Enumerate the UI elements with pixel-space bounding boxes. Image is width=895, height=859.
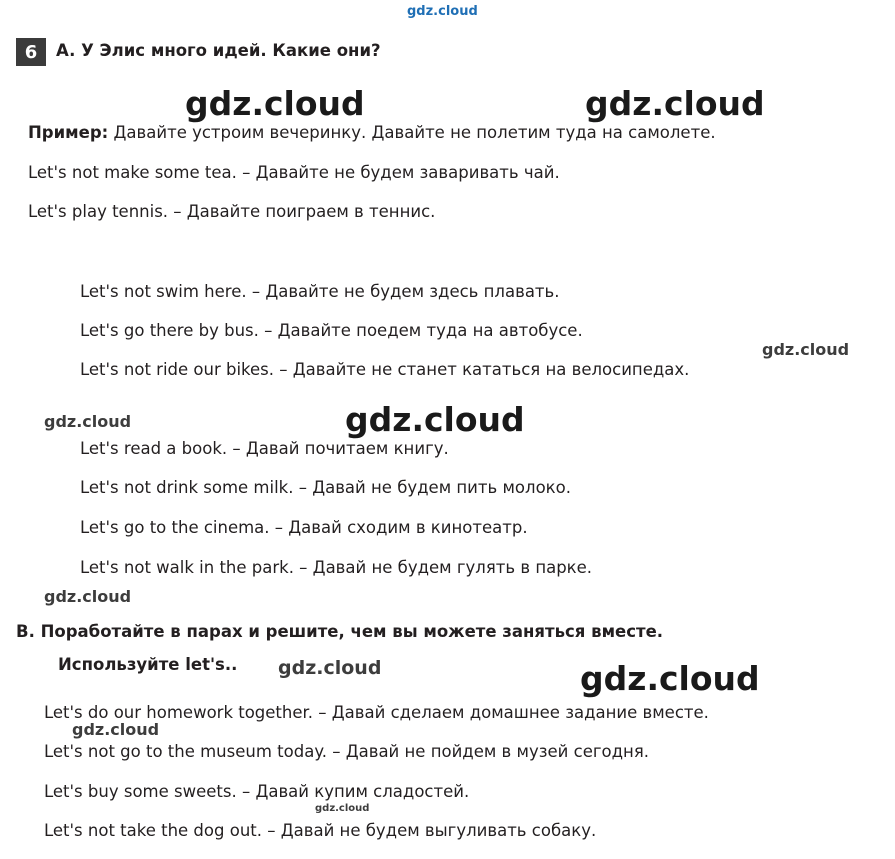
watermark-text: gdz.cloud (762, 340, 850, 359)
part-b-instruction-line-1: B. Поработайте в парах и решите, чем вы можете заняться вместе. (16, 622, 664, 641)
watermark-text: gdz.cloud (278, 657, 382, 679)
watermark-text: gdz.cloud (407, 4, 478, 19)
answer-line: Let's do our homework together. – Давай сделаем домашнее задание вместе. (44, 703, 709, 722)
page-title: A. У Элис много идей. Какие они? (56, 41, 381, 60)
example-text: Давайте устроим вечеринку. Давайте не полетим туда на самолете. (113, 123, 716, 142)
answer-line: Let's read a book. – Давай почитаем книгу. (80, 439, 449, 458)
answer-line: Let's not drink some milk. – Давай не будем пить молоко. (80, 478, 571, 497)
part-b-instruction-line-2: Используйте let's.. (58, 655, 238, 674)
answer-line: Let's not take the dog out. – Давай не будем выгуливать собаку. (44, 821, 597, 840)
watermark-text: gdz.cloud (72, 720, 160, 739)
watermark-text: gdz.cloud (44, 587, 132, 606)
exercise-number-badge: 6 (16, 38, 46, 66)
watermark-text: gdz.cloud (585, 84, 765, 123)
example-line (28, 122, 716, 144)
answer-line: Let's go to the cinema. – Давай сходим в кинотеатр. (80, 518, 528, 537)
answer-line: Let's not swim here. – Давайте не будем здесь плавать. (80, 282, 560, 301)
watermark-text: gdz.cloud (345, 400, 525, 439)
watermark-text: gdz.cloud (185, 84, 365, 123)
answer-line: Let's not go to the museum today. – Давай не пойдем в музей сегодня. (44, 742, 649, 761)
answer-line: Let's not ride our bikes. – Давайте не станет кататься на велосипедах. (80, 360, 690, 379)
watermark-text: gdz.cloud (44, 412, 132, 431)
watermark-text: gdz.cloud (315, 803, 370, 814)
watermark-text: gdz.cloud (580, 659, 760, 698)
answer-line: Let's play tennis. – Давайте поиграем в теннис. (28, 202, 436, 221)
answer-line: Let's go there by bus. – Давайте поедем туда на автобусе. (80, 321, 583, 340)
answer-line: Let's not make some tea. – Давайте не будем заваривать чай. (28, 163, 560, 182)
example-label: Пример: (28, 123, 109, 142)
answer-line: Let's buy some sweets. – Давай купим сладостей. (44, 782, 470, 801)
answer-line: Let's not walk in the park. – Давай не будем гулять в парке. (80, 558, 593, 577)
